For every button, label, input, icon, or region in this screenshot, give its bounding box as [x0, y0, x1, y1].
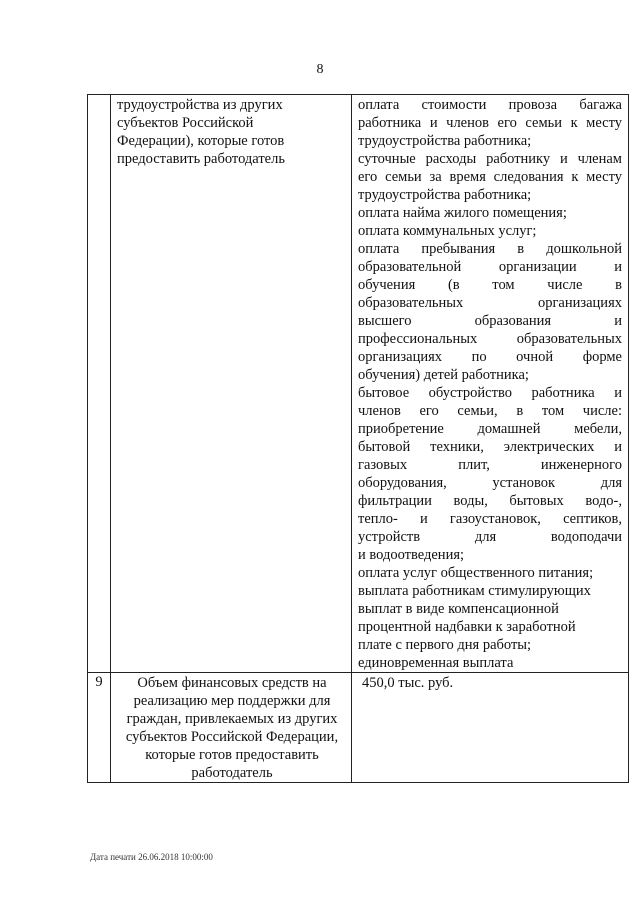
measure-line: оплата услуг общественного питания;: [358, 565, 594, 581]
indicator-value-cell: [352, 673, 629, 783]
row-number-cell: [88, 95, 111, 673]
measure-line: организациях по очной форме: [358, 349, 622, 365]
print-date: Дата печати 26.06.2018 10:00:00: [90, 852, 213, 862]
row-number: [88, 95, 110, 96]
measure-line: оплата коммунальных услуг;: [358, 223, 537, 239]
table-row: [88, 95, 629, 673]
measure-line: высшего образования и: [358, 313, 622, 329]
indicator-name-cell: [111, 95, 352, 673]
measure-line: выплата работникам стимулирующих: [358, 583, 591, 599]
measure-line: устройств для водоподачи: [358, 529, 622, 545]
indicator-value-cell: [352, 95, 629, 673]
measure-line: оплата стоимости провоза багажа: [358, 97, 622, 113]
measure-line: суточные расходы работнику и членам: [358, 151, 622, 167]
measure-line: членов его семьи, в том числе:: [358, 403, 622, 419]
measure-line: бытовой техники, электрических и: [358, 439, 622, 455]
indicator-name-line: которые готов предоставить: [145, 747, 319, 763]
measure-line: образовательных организациях: [358, 295, 622, 311]
measure-line: выплат в виде компенсационной: [358, 601, 559, 617]
indicator-name-line: предоставить работодатель: [117, 151, 285, 167]
measure-line: плате с первого дня работы;: [358, 637, 532, 653]
indicator-name-line: реализацию мер поддержки для: [133, 693, 331, 709]
measure-line: обучения (в том числе в: [358, 277, 622, 293]
indicator-name-line: работодатель: [191, 765, 273, 781]
indicator-name-line: субъектов Российской Федерации,: [125, 729, 339, 745]
measure-line: единовременная выплата: [358, 655, 514, 671]
funding-amount: 450,0 тыс. руб.: [362, 675, 454, 691]
measure-line: приобретение домашней мебели,: [358, 421, 622, 437]
measure-line: трудоустройства работника;: [358, 133, 532, 149]
table-row: [88, 673, 629, 783]
measure-line: тепло- и газоустановок, септиков,: [358, 511, 622, 527]
row-number: 9: [95, 674, 103, 690]
indicator-name-line: Объем финансовых средств на: [137, 675, 327, 691]
indicator-name-line: субъектов Российской: [117, 115, 254, 131]
measure-line: оплата пребывания в дошкольной: [358, 241, 622, 257]
measure-line: и водоотведения;: [358, 547, 465, 563]
measure-line: фильтрации воды, бытовых водо-,: [358, 493, 622, 509]
measure-line: оплата найма жилого помещения;: [358, 205, 567, 221]
indicator-name-line: Федерации), которые готов: [117, 133, 285, 149]
indicator-name-line: трудоустройства из других: [117, 97, 283, 113]
measure-line: его семьи за время следования к месту: [358, 169, 622, 185]
row-number-cell: [88, 673, 111, 783]
measure-line: трудоустройства работника;: [358, 187, 532, 203]
measure-line: газовых плит, инженерного: [358, 457, 622, 473]
page-number: 8: [316, 62, 324, 77]
indicator-name-line: граждан, привлекаемых из других: [126, 711, 338, 727]
measure-line: процентной надбавки к заработной: [358, 619, 576, 635]
measure-line: образовательной организации и: [358, 259, 622, 275]
indicator-name-cell: [111, 673, 352, 783]
measure-line: оборудования, установок для: [358, 475, 622, 491]
measure-line: обучения) детей работника;: [358, 367, 529, 383]
measures-table: [87, 94, 629, 783]
measure-line: бытовое обустройство работника и: [358, 385, 622, 401]
measure-line: профессиональных образовательных: [358, 331, 622, 347]
measure-line: работника и членов его семьи к месту: [358, 115, 622, 131]
